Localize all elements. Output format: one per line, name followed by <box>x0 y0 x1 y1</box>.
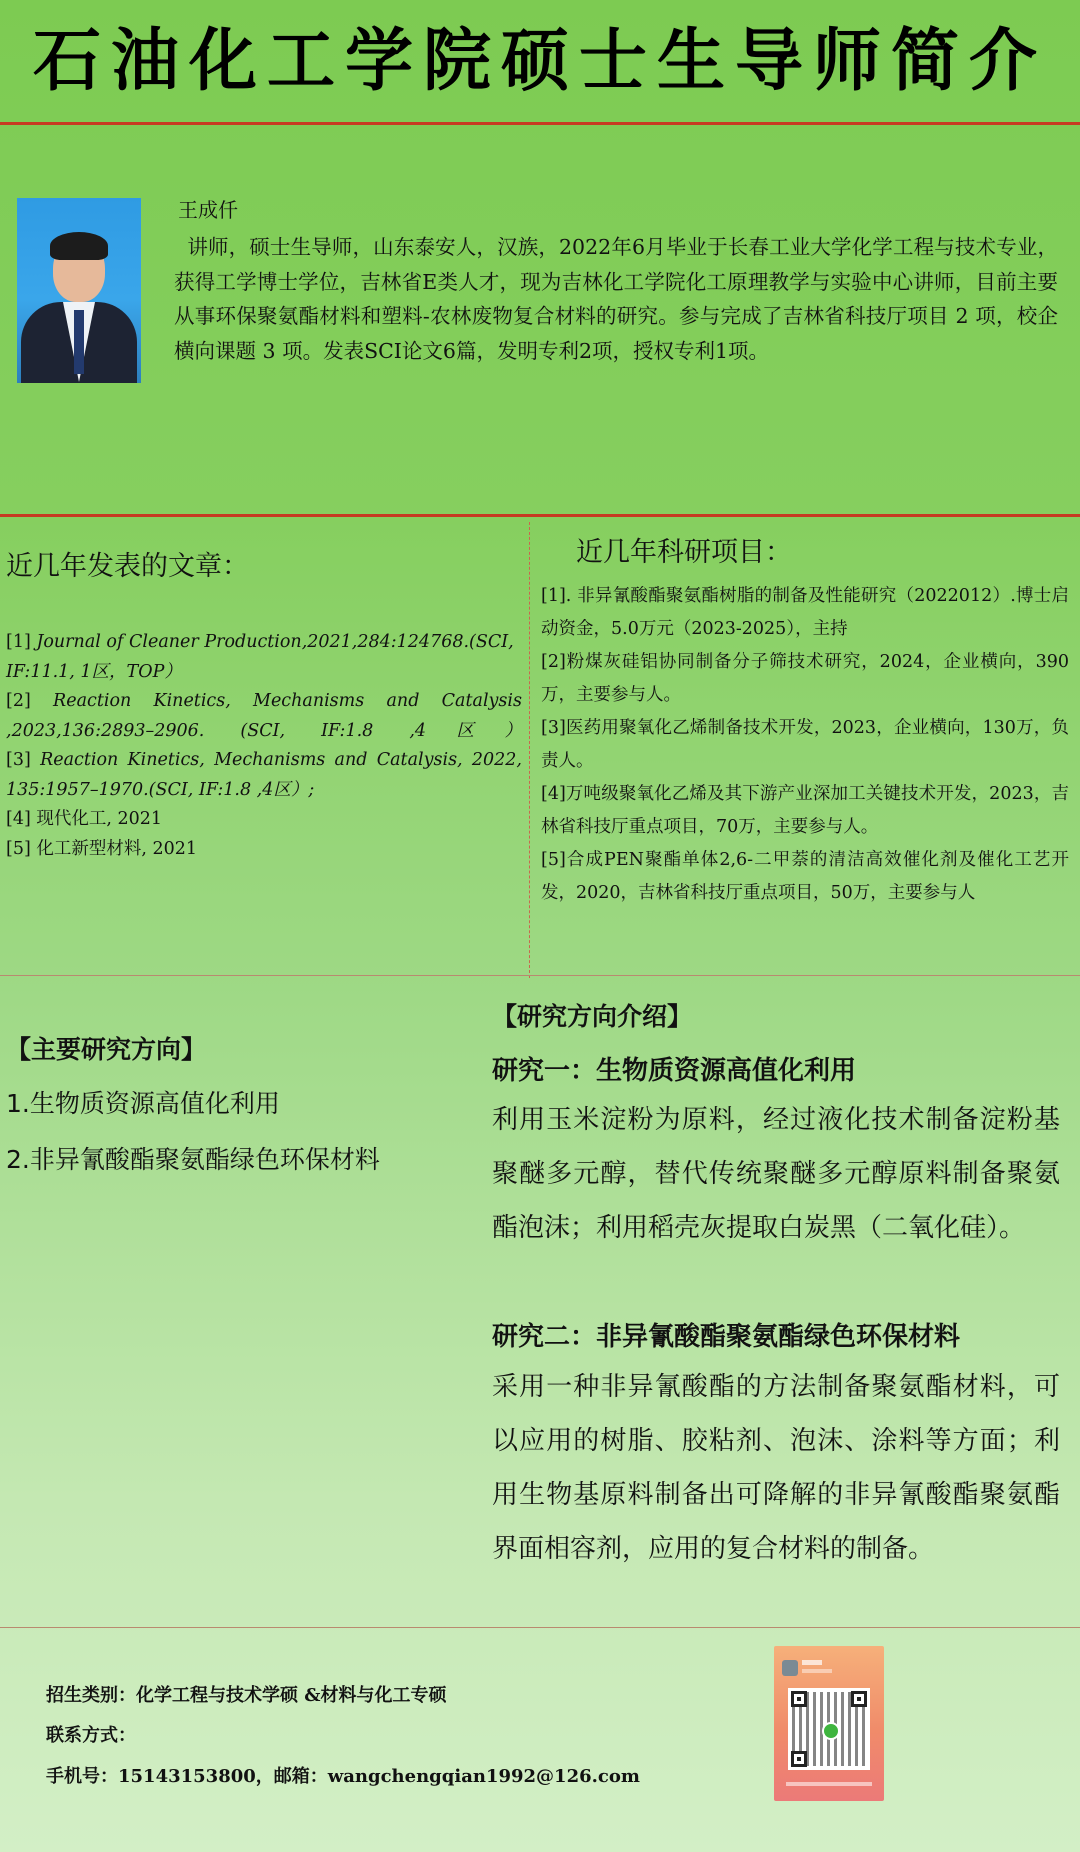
publications-heading: 近几年发表的文章： <box>6 551 249 582</box>
page-title: 石油化工学院硕士生导师简介 <box>32 21 1047 101</box>
contact-details: 手机号：15143153800，邮箱：wangchengqian1992@126.com <box>46 1766 640 1787</box>
list-item: [4]万吨级聚氧化乙烯及其下游产业深加工关键技术开发，2023，吉林省科技厅重点项目，70万，主要参与人。 <box>541 784 1069 837</box>
list-item: [2]粉煤灰硅铝协同制备分子筛技术研究，2024，企业横向，390万，主要参与人。 <box>541 652 1069 705</box>
item-index: [1] <box>6 632 37 652</box>
publication-list <box>6 628 522 864</box>
advisor-bio: 讲师，硕士生导师，山东泰安人，汉族，2022年6月毕业于长春工业大学化学工程与技术专业，获得工学博士学位，吉林省E类人才，现为吉林化工学院化工原理教学与实验中心讲师，目前主要从事环保聚氨酯材料和塑料-农林废物复合材料的研究。参与完成了吉林省科技厅项目 2 项，校企横向课题 3 项。发表SCI论文6篇，发明专利2项，授权专利1项。 <box>174 235 1058 363</box>
item-text: Reaction Kinetics, Mechanisms and Catalysis ,2023,136:2893–2906. (SCI, IF:1.8 ,4区） <box>6 691 522 741</box>
research-one-body: 利用玉米淀粉为原料，经过液化技术制备淀粉基聚醚多元醇，替代传统聚醚多元醇原料制备聚氨酯泡沫；利用稻壳灰提取白炭黑（二氧化硅）。 <box>492 1105 1060 1243</box>
item-text: Journal of Cleaner Production,2021,284:124768.(SCI, IF:11.1, 1区，TOP） <box>6 632 514 682</box>
section-divider <box>0 514 1080 517</box>
enrollment-category: 招生类别：化学工程与技术学硕 &材料与化工专硕 <box>46 1685 447 1706</box>
item-index: [4] <box>6 809 37 829</box>
section-divider <box>0 1627 1080 1628</box>
list-item: [3]医药用聚氧化乙烯制备技术开发，2023，企业横向，130万，负责人。 <box>541 718 1069 771</box>
item-text: 现代化工, 2021 <box>36 809 163 829</box>
list-item: [1]. 非异氰酸酯聚氨酯树脂的制备及性能研究（2022012）.博士启动资金，5.0万元（2023-2025），主持 <box>541 586 1069 639</box>
item-text: Reaction Kinetics, Mechanisms and Catalysis, 2022, 135:1957–1970.(SCI, IF:1.8 ,4区）; <box>6 750 522 800</box>
qr-code-icon <box>774 1646 884 1801</box>
contact-label: 联系方式： <box>46 1725 136 1746</box>
intro-heading: 【研究方向介绍】 <box>492 1002 693 1031</box>
item-index: [3] <box>6 750 41 770</box>
research-two-body: 采用一种非异氰酸酯的方法制备聚氨酯材料，可以应用的树脂、胶粘剂、泡沫、涂料等方面；利用生物基原料制备出可降解的非异氰酸酯聚氨酯界面相容剂，应用的复合材料的制备。 <box>492 1372 1060 1564</box>
directions-heading: 【主要研究方向】 <box>6 1035 207 1064</box>
section-divider <box>0 975 1080 976</box>
item-text: 化工新型材料, 2021 <box>36 838 198 859</box>
research-one-title: 研究一：生物质资源高值化利用 <box>492 1056 857 1086</box>
column-divider <box>529 522 530 978</box>
project-list <box>541 580 1069 910</box>
list-item <box>6 805 522 835</box>
advisor-name: 王成仟 <box>178 198 238 222</box>
projects-heading: 近几年科研项目： <box>576 537 792 568</box>
list-item <box>6 835 522 865</box>
item-index: [5] <box>6 838 37 859</box>
item-index: [2] <box>6 691 54 711</box>
list-item <box>6 746 522 805</box>
portrait-photo <box>17 198 141 383</box>
direction-item: 2.非异氰酸酯聚氨酯绿色环保材料 <box>6 1145 380 1174</box>
direction-item: 1.生物质资源高值化利用 <box>6 1089 280 1118</box>
list-item <box>6 628 522 687</box>
list-item: [5]合成PEN聚酯单体2,6-二甲萘的清洁高效催化剂及催化工艺开发，2020，吉林省科技厅重点项目，50万，主要参与人 <box>541 850 1069 903</box>
list-item <box>6 687 522 746</box>
title-divider <box>0 122 1080 125</box>
research-two-title: 研究二：非异氰酸酯聚氨酯绿色环保材料 <box>492 1322 961 1352</box>
